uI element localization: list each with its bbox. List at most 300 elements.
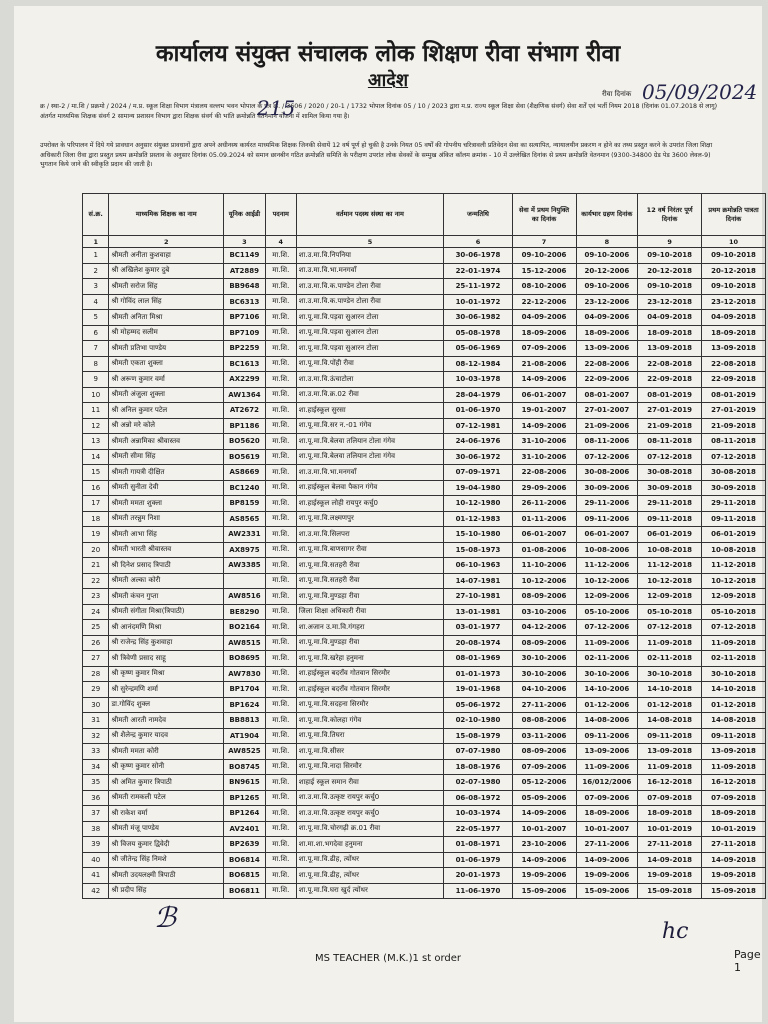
table-cell: 27-10-1981 — [444, 589, 512, 605]
table-cell: 30-08-2018 — [638, 465, 702, 481]
table-cell: श्री दिनेश प्रसाद त्रिपाठी — [109, 558, 224, 574]
table-cell: डा.गोविंद शुक्ल — [109, 697, 224, 713]
date-label: रीवा दिनांक — [602, 90, 632, 98]
column-number: 6 — [444, 236, 512, 248]
table-cell: 11-12-2006 — [576, 558, 638, 574]
table-row — [83, 418, 766, 434]
table-cell: 04-10-2006 — [512, 682, 576, 698]
table-cell: 16 — [83, 480, 109, 496]
table-cell: मा.शि. — [265, 697, 296, 713]
table-cell: 29-11-2018 — [638, 496, 702, 512]
table-cell: 39 — [83, 837, 109, 853]
table-cell: श्री राजेन्द्र सिंह कुशवाहा — [109, 635, 224, 651]
table-cell: 13-09-2006 — [576, 341, 638, 357]
table-cell: 08-01-2019 — [638, 387, 702, 403]
table-cell: श्रीमती गायत्री दीक्षित — [109, 465, 224, 481]
table-cell: 01-06-1979 — [444, 852, 512, 868]
table-cell: 07-12-1981 — [444, 418, 512, 434]
table-cell: 08-11-2006 — [576, 434, 638, 450]
table-cell: 17 — [83, 496, 109, 512]
table-cell: 09-10-2018 — [702, 279, 766, 295]
table-cell: BC1149 — [224, 248, 266, 264]
table-cell: श्री प्रदीप सिंह — [109, 883, 224, 899]
table-cell: शा.उ.मा.वि.भा.मनगवाँ — [296, 263, 444, 279]
table-cell: 14-09-2018 — [638, 852, 702, 868]
table-row — [83, 263, 766, 279]
table-cell: मा.शि. — [265, 589, 296, 605]
table-cell: 30-10-2018 — [702, 666, 766, 682]
table-cell: मा.शि. — [265, 496, 296, 512]
table-cell: 30-08-2006 — [576, 465, 638, 481]
table-cell: श्री अमित कुमार त्रिपाठी — [109, 775, 224, 791]
table-cell: AW2331 — [224, 527, 266, 543]
table-cell: 07-12-2018 — [702, 449, 766, 465]
table-cell: मा.शि. — [265, 341, 296, 357]
table-cell: 06-08-1972 — [444, 790, 512, 806]
table-cell: 09-10-2006 — [576, 279, 638, 295]
table-cell: 31 — [83, 713, 109, 729]
table-cell: 30-06-1978 — [444, 248, 512, 264]
table-cell: 27-01-2019 — [702, 403, 766, 419]
table-cell: 05-10-2006 — [576, 604, 638, 620]
column-header: कार्यभार ग्रहण दिनांक — [576, 194, 638, 236]
column-header: सेवा में प्रथम नियुक्ति का दिनांक — [512, 194, 576, 236]
table-cell: 22-01-1974 — [444, 263, 512, 279]
table-row — [83, 713, 766, 729]
signature-left: ℬ — [154, 901, 177, 934]
table-cell: श्रीमती उदयलक्ष्मी त्रिपाठी — [109, 868, 224, 884]
table-cell: 30-09-2018 — [638, 480, 702, 496]
table-cell: 18-09-2018 — [702, 325, 766, 341]
table-cell: 04-12-2006 — [512, 620, 576, 636]
table-row — [83, 759, 766, 775]
table-cell: 04-09-2018 — [638, 310, 702, 326]
table-cell: AX2299 — [224, 372, 266, 388]
table-cell: 14-10-2018 — [638, 682, 702, 698]
table-cell: श्री शैलेन्द्र कुमार यादव — [109, 728, 224, 744]
table-cell: श्रीमती संगीता मिश्रा(त्रिपाठी) — [109, 604, 224, 620]
table-cell: 13-09-2018 — [702, 341, 766, 357]
table-row — [83, 372, 766, 388]
table-row — [83, 589, 766, 605]
table-cell: 09-11-2018 — [638, 511, 702, 527]
table-cell: 14-09-2006 — [576, 852, 638, 868]
table-cell: मा.शि. — [265, 744, 296, 760]
table-cell: 10-12-2006 — [576, 573, 638, 589]
table-cell: 05-06-1969 — [444, 341, 512, 357]
table-cell: श्री जीतेन्द्र सिंह निमशे — [109, 852, 224, 868]
table-cell: 30-10-2006 — [512, 666, 576, 682]
table-cell: मा.शि. — [265, 573, 296, 589]
table-cell: 05-06-1972 — [444, 697, 512, 713]
table-cell: शा.पू.मा.वि.मुण्डहा रीवा — [296, 635, 444, 651]
table-cell: शा.हाईस्कूल सुरसा — [296, 403, 444, 419]
table-cell: मा.शि. — [265, 325, 296, 341]
table-cell: 11-09-2006 — [576, 635, 638, 651]
table-cell: मा.शि. — [265, 635, 296, 651]
table-cell: 10-08-2018 — [638, 542, 702, 558]
table-cell: मा.शि. — [265, 248, 296, 264]
table-cell: BO2164 — [224, 620, 266, 636]
table-cell: 29-11-2006 — [576, 496, 638, 512]
table-cell: 10-12-2006 — [512, 573, 576, 589]
column-number: 5 — [296, 236, 444, 248]
table-cell: 27-11-2006 — [576, 837, 638, 853]
table-cell: 01-12-2018 — [638, 697, 702, 713]
table-cell: 8 — [83, 356, 109, 372]
table-cell: श्री अन्नो मरे कोले — [109, 418, 224, 434]
table-cell: 28 — [83, 666, 109, 682]
table-cell: 09-11-2006 — [576, 728, 638, 744]
table-cell: 11-09-2018 — [702, 759, 766, 775]
table-cell: 07-09-2018 — [702, 790, 766, 806]
table-row — [83, 806, 766, 822]
table-row — [83, 341, 766, 357]
table-cell: मा.शि. — [265, 403, 296, 419]
table-cell: 9 — [83, 372, 109, 388]
table-cell: 30-09-2006 — [576, 480, 638, 496]
table-row — [83, 573, 766, 589]
table-cell: 06-01-2019 — [638, 527, 702, 543]
table-cell: 27-01-2007 — [576, 403, 638, 419]
table-cell: 19 — [83, 527, 109, 543]
paragraph-approval: उपरोक्त के परिपालन में दिये गये प्रावधान अनुसार संयुक्त प्रावधानों द्वारा अपने अधीनस्थ कार्यरत माध्यमिक शिक्षक जिनकी सेवायें 12 वर्ष पूर्ण हो चुकी है उनके नियत 05 वर्षों की गोपनीय चरित्रावली प्रतिवेदन सेवा का सत्यापित, न्यायालयीन प्रकरण न होने का तथ्य प्रस्तुत करने के उपरांत जिला शिक्षा अधिकारी जिला रीवा द्वारा प्रस्तुत प्रथम क्रमोन्नति प्रस्ताव के अनुसार दिनांक 05.09.2024 को समान छानबीन गठित क्रमोन्नति समिति के परीक्षण उपरांत लोक सेवकों के सम्मुख अंकित कॉलम क्रमांक - 10 में उल्लेखित दिनांक से प्रथम क्रमोन्नति वेतनमान (9300-34800 ग्रेड पेड 3600 लेवल-9) भुगतान किये जाने की स्वीकृति प्रदान की जाती है। — [40, 142, 713, 169]
table-row — [83, 542, 766, 558]
table-cell: 08-09-2006 — [512, 744, 576, 760]
table-cell: BO8745 — [224, 759, 266, 775]
table-cell: 38 — [83, 821, 109, 837]
table-cell: 03-11-2006 — [512, 728, 576, 744]
table-cell: मा.शि. — [265, 356, 296, 372]
table-cell: 18-09-2018 — [638, 806, 702, 822]
table-cell: AW8516 — [224, 589, 266, 605]
table-cell: 01-01-1973 — [444, 666, 512, 682]
table-cell: 15 — [83, 465, 109, 481]
table-cell: 5 — [83, 310, 109, 326]
table-cell: शा.मा.शा.भगदेवा हनुमना — [296, 837, 444, 853]
table-cell: मा.शि. — [265, 294, 296, 310]
column-number: 9 — [638, 236, 702, 248]
table-row — [83, 279, 766, 295]
table-cell: 15-09-2018 — [702, 883, 766, 899]
table-cell: 11 — [83, 403, 109, 419]
table-cell: मा.शि. — [265, 775, 296, 791]
table-cell: मा.शि. — [265, 666, 296, 682]
column-header: माध्यमिक शिक्षक का नाम — [109, 194, 224, 236]
table-cell: 08-11-2018 — [702, 434, 766, 450]
table-cell: 22-09-2018 — [702, 372, 766, 388]
table-cell: मा.शि. — [265, 434, 296, 450]
table-cell: 09-11-2018 — [638, 728, 702, 744]
table-cell: मा.शि. — [265, 759, 296, 775]
table-cell: 15-08-1979 — [444, 728, 512, 744]
table-cell: मा.शि. — [265, 527, 296, 543]
document-page — [14, 6, 762, 1022]
table-cell: मा.शि. — [265, 883, 296, 899]
table-cell: श्री अरूण कुमार वर्मा — [109, 372, 224, 388]
table-cell: 20 — [83, 542, 109, 558]
table-cell: 10-03-1974 — [444, 806, 512, 822]
table-cell: 13-09-2006 — [576, 744, 638, 760]
table-cell: 06-01-2007 — [512, 527, 576, 543]
table-cell: 21-09-2006 — [576, 418, 638, 434]
table-cell: 24 — [83, 604, 109, 620]
table-cell: AT2889 — [224, 263, 266, 279]
table-cell: शा.उ.मा.वि.उत्कृष्ट रायपुर कर्चु0 — [296, 806, 444, 822]
table-cell: शा.पू.मा.वि.सतहरी रीवा — [296, 573, 444, 589]
table-cell: 02-11-2006 — [576, 651, 638, 667]
table-cell: 07-12-2018 — [638, 620, 702, 636]
table-cell: 20-01-1973 — [444, 868, 512, 884]
table-cell: 08-12-1984 — [444, 356, 512, 372]
table-cell: 10-12-2018 — [702, 573, 766, 589]
table-cell: श्री मोहम्मद सलीम — [109, 325, 224, 341]
table-cell: 16/012/2006 — [576, 775, 638, 791]
table-cell: श्री कृष्ण कुमार सोनी — [109, 759, 224, 775]
table-cell: श्रीमती ममता शुक्ला — [109, 496, 224, 512]
table-cell: 08-09-2006 — [512, 589, 576, 605]
table-cell: श्री गोविंद लाल सिंह — [109, 294, 224, 310]
table-cell: 22-09-2006 — [576, 372, 638, 388]
table-cell: 12-09-2006 — [576, 589, 638, 605]
table-cell: 06-01-2007 — [576, 527, 638, 543]
table-cell: 25-11-1972 — [444, 279, 512, 295]
table-cell: श्रीमती भारती श्रीवास्तव — [109, 542, 224, 558]
table-row — [83, 620, 766, 636]
table-cell: श्री त्रिवेणी प्रसाद साहू — [109, 651, 224, 667]
table-cell: 20-08-1974 — [444, 635, 512, 651]
table-cell: 27-11-2018 — [702, 837, 766, 853]
table-cell: AT1904 — [224, 728, 266, 744]
table-row — [83, 744, 766, 760]
table-cell: 18-09-2006 — [576, 806, 638, 822]
column-number: 3 — [224, 236, 266, 248]
column-header: सं.क्र. — [83, 194, 109, 236]
table-cell: 27 — [83, 651, 109, 667]
table-row — [83, 604, 766, 620]
table-cell: 15-10-1980 — [444, 527, 512, 543]
table-cell: शा.पू.मा.वि.बेलवा तलियान टोला गंगेव — [296, 449, 444, 465]
table-cell: जिला शिक्षा अधिकारी रीवा — [296, 604, 444, 620]
table-cell: 06-01-2007 — [512, 387, 576, 403]
table-row — [83, 728, 766, 744]
table-cell: 13 — [83, 434, 109, 450]
table-cell: BO6814 — [224, 852, 266, 868]
table-cell: 30-06-1982 — [444, 310, 512, 326]
column-header: यूनिक आईडी — [224, 194, 266, 236]
table-cell: 30-10-2018 — [638, 666, 702, 682]
table-cell: BP1704 — [224, 682, 266, 698]
table-cell: श्रीमती सरोज सिंह — [109, 279, 224, 295]
table-cell: 31-10-2006 — [512, 434, 576, 450]
table-cell: 01-12-2006 — [576, 697, 638, 713]
table-cell: 10-12-1980 — [444, 496, 512, 512]
table-row — [83, 775, 766, 791]
table-cell: 07-12-2006 — [576, 620, 638, 636]
table-cell — [224, 573, 266, 589]
table-cell: 19-01-2007 — [512, 403, 576, 419]
table-cell: 14-09-2018 — [702, 852, 766, 868]
table-cell: 13-09-2018 — [702, 744, 766, 760]
table-cell: श्रीमती एकता शुक्ला — [109, 356, 224, 372]
table-cell: 15-09-2018 — [638, 883, 702, 899]
table-cell: 01-12-1983 — [444, 511, 512, 527]
table-cell: 14-10-2006 — [576, 682, 638, 698]
table-cell: BP2259 — [224, 341, 266, 357]
table-cell: AW8515 — [224, 635, 266, 651]
table-cell: श्रीमती ममता कोरी — [109, 744, 224, 760]
table-cell: 14-10-2018 — [702, 682, 766, 698]
table-cell: AS8565 — [224, 511, 266, 527]
table-cell: श्री अनिल कुमार पटेल — [109, 403, 224, 419]
table-cell: 14-09-2006 — [512, 852, 576, 868]
table-cell: 07-09-2006 — [576, 790, 638, 806]
table-cell: 11-09-2018 — [638, 635, 702, 651]
table-cell: AW7830 — [224, 666, 266, 682]
table-cell: 2 — [83, 263, 109, 279]
table-cell: शा.पू.मा.वि.खरेहा हनुमना — [296, 651, 444, 667]
table-row — [83, 248, 766, 264]
table-cell: 14-08-2018 — [638, 713, 702, 729]
table-cell: शा.हाईस्कूल बदराँव गोतवान सिरमौर — [296, 666, 444, 682]
table-cell: 08-11-2018 — [638, 434, 702, 450]
table-cell: 14-07-1981 — [444, 573, 512, 589]
table-cell: 20-12-2018 — [702, 263, 766, 279]
table-cell: 12-09-2018 — [638, 589, 702, 605]
handwritten-order-number: 215 — [257, 96, 296, 120]
table-cell: 35 — [83, 775, 109, 791]
table-cell: श्रीमती सीमा सिंह — [109, 449, 224, 465]
table-cell: 08-09-2006 — [512, 635, 576, 651]
table-cell: 30-10-2006 — [576, 666, 638, 682]
table-cell: 02-11-2018 — [638, 651, 702, 667]
table-cell: शा.पू.मा.वि.बेलवा तलियान टोला गंगेव — [296, 434, 444, 450]
table-cell: 10-03-1978 — [444, 372, 512, 388]
table-cell: 01-08-1971 — [444, 837, 512, 853]
table-cell: 4 — [83, 294, 109, 310]
teacher-table — [82, 193, 766, 899]
table-row — [83, 387, 766, 403]
table-cell: BO6811 — [224, 883, 266, 899]
table-cell: शा.पू.मा.वि.ढीह, त्योंथर — [296, 868, 444, 884]
table-cell: 01-11-2006 — [512, 511, 576, 527]
order-heading: आदेश — [367, 70, 409, 91]
table-cell: 10-08-2006 — [576, 542, 638, 558]
table-cell: 18-09-2006 — [512, 325, 576, 341]
column-header: 12 वर्ष निरंतर पूर्ण दिनांक — [638, 194, 702, 236]
table-cell: 02-07-1980 — [444, 775, 512, 791]
table-cell: 10-01-2019 — [702, 821, 766, 837]
table-cell: 03-01-1977 — [444, 620, 512, 636]
table-cell: 7 — [83, 341, 109, 357]
table-cell: 13-09-2018 — [638, 341, 702, 357]
table-cell: 18-09-2006 — [576, 325, 638, 341]
table-cell: 14-09-2006 — [512, 418, 576, 434]
table-cell: 10-01-2007 — [576, 821, 638, 837]
table-cell: 09-10-2006 — [512, 248, 576, 264]
table-cell: BN9615 — [224, 775, 266, 791]
table-cell: शा.अजान उ.मा.वि.गंगहरा — [296, 620, 444, 636]
table-cell: 05-10-2018 — [638, 604, 702, 620]
table-row — [83, 651, 766, 667]
table-cell: 27-11-2006 — [512, 697, 576, 713]
table-cell: शा.हाईस्कूल बदराँव गोतवान सिरमौर — [296, 682, 444, 698]
table-cell: 03-10-2006 — [512, 604, 576, 620]
table-cell: 32 — [83, 728, 109, 744]
table-cell: BP7109 — [224, 325, 266, 341]
table-row — [83, 465, 766, 481]
table-cell: 19-04-1980 — [444, 480, 512, 496]
table-cell: 09-10-2018 — [638, 279, 702, 295]
table-cell: 29-11-2018 — [702, 496, 766, 512]
table-cell: 22-05-1977 — [444, 821, 512, 837]
table-cell: 07-07-1980 — [444, 744, 512, 760]
table-cell: 08-01-1969 — [444, 651, 512, 667]
table-cell: 20-12-2018 — [638, 263, 702, 279]
table-row — [83, 666, 766, 682]
table-cell: 30-09-2018 — [702, 480, 766, 496]
table-cell: शा.पू.मा.वि.घरा खुर्द त्योंथर — [296, 883, 444, 899]
table-cell: 30-10-2006 — [512, 651, 576, 667]
table-cell: शा.हाईस्कूल बेलवा पैकान गंगेव — [296, 480, 444, 496]
table-cell: BB8813 — [224, 713, 266, 729]
table-cell: शा.पू.मा.वि.कोलहा गंगेव — [296, 713, 444, 729]
table-row — [83, 790, 766, 806]
table-row — [83, 356, 766, 372]
table-cell: 21-09-2018 — [702, 418, 766, 434]
table-cell: शा.उ.मा.वि.क.पाण्डेन टोला रीवा — [296, 294, 444, 310]
table-cell: 01-08-2006 — [512, 542, 576, 558]
table-cell: 19-09-2018 — [638, 868, 702, 884]
table-cell: मा.शि. — [265, 558, 296, 574]
table-cell: मा.शि. — [265, 604, 296, 620]
table-cell: BC6313 — [224, 294, 266, 310]
table-cell: BO5620 — [224, 434, 266, 450]
table-cell: शा.उ.मा.वि.क.पाण्डेन टोला रीवा — [296, 279, 444, 295]
table-cell: BO5619 — [224, 449, 266, 465]
table-cell: मा.शि. — [265, 868, 296, 884]
table-cell: शा.पू.मा.वि.पड़वा सुआरन टोला — [296, 341, 444, 357]
table-cell: शा.उ.मा.वि.भा.मनगवाँ — [296, 465, 444, 481]
table-cell: 37 — [83, 806, 109, 822]
table-cell: 11-09-2018 — [638, 759, 702, 775]
table-cell: 07-09-2018 — [638, 790, 702, 806]
table-cell: 21 — [83, 558, 109, 574]
table-cell: मा.शि. — [265, 806, 296, 822]
table-row — [83, 821, 766, 837]
table-cell: शा.पू.मा.वि.पोंही रीवा — [296, 356, 444, 372]
table-cell: मा.शि. — [265, 837, 296, 853]
table-cell: शाहाई स्कूल समान रीवा — [296, 775, 444, 791]
table-cell: शा.पू.मा.वि.ढीह, त्योंथर — [296, 852, 444, 868]
table-cell: 11-12-2018 — [702, 558, 766, 574]
table-row — [83, 558, 766, 574]
table-cell: 23-12-2018 — [638, 294, 702, 310]
table-cell: श्रीमती अन्नामिका श्रीवास्तव — [109, 434, 224, 450]
table-cell: 3 — [83, 279, 109, 295]
column-header: प्रथम क्रमोन्नति पात्रता दिनांक — [702, 194, 766, 236]
column-number: 7 — [512, 236, 576, 248]
table-cell: BP1624 — [224, 697, 266, 713]
table-cell: श्री कृष्ण कुमार मिश्रा — [109, 666, 224, 682]
table-cell: 34 — [83, 759, 109, 775]
table-cell: BC1613 — [224, 356, 266, 372]
table-cell: AX8975 — [224, 542, 266, 558]
table-cell: 19-09-2006 — [512, 868, 576, 884]
table-cell: 27-01-2019 — [638, 403, 702, 419]
table-cell: 21-09-2018 — [638, 418, 702, 434]
table-cell: 07-09-2006 — [512, 759, 576, 775]
